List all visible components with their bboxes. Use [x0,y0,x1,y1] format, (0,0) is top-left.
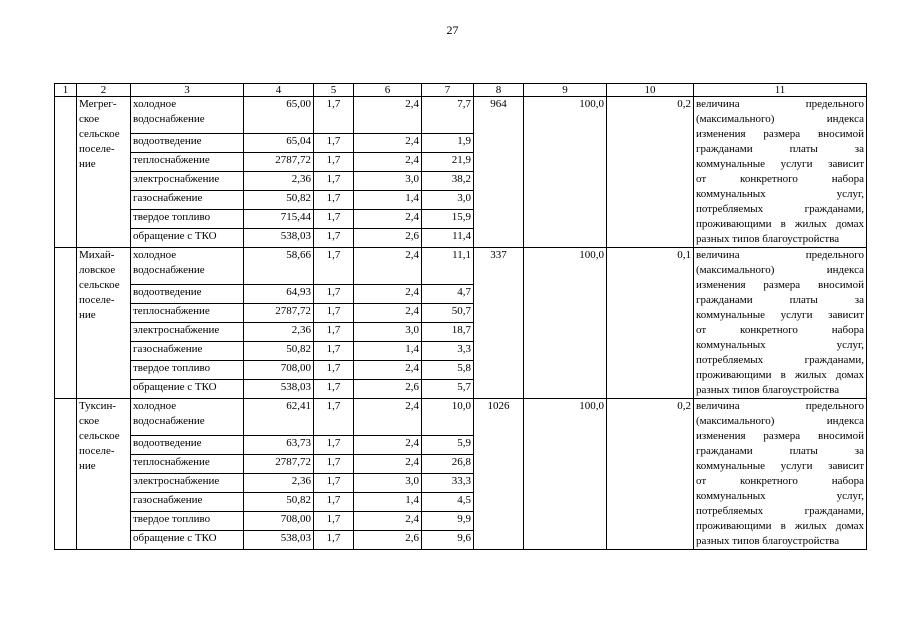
description-line: потребляемых гражданами, [696,354,864,366]
index-value-cell: 1,7 [314,511,354,530]
index-value-cell: 2,4 [354,360,422,379]
service-name-continuation: водоснабжение [133,264,205,276]
header-cell: 4 [244,84,314,97]
share-value-cell: 9,9 [422,511,474,530]
table-row [55,399,867,436]
index-value-cell: 3,0 [354,322,422,341]
index-value-cell: 3,0 [354,171,422,190]
header-cell: 6 [354,84,422,97]
index-value-cell: 1,7 [314,133,354,152]
settlement-name-cell [77,399,131,550]
index-value-cell: 2,6 [354,530,422,549]
population-cell: 337 [474,248,524,399]
header-cell: 1 [55,84,77,97]
index-value-cell: 1,7 [314,530,354,549]
index-value-cell: 1,4 [354,190,422,209]
settlement-name-cell [77,97,131,248]
settlement-name-line: сельское [79,430,120,442]
percent-cell: 100,0 [524,97,607,248]
index-value-cell: 1,7 [314,473,354,492]
description-line: проживающими в жилых домах [696,218,864,230]
index-value-cell: 2,4 [354,248,422,285]
service-cell [131,190,244,209]
share-value-cell: 5,9 [422,435,474,454]
index-value-cell: 2,4 [354,133,422,152]
header-cell: 11 [694,84,867,97]
percent-cell: 100,0 [524,399,607,550]
share-value-cell: 3,3 [422,341,474,360]
description-line: изменения размера вносимой [696,128,864,140]
index-value-cell: 1,7 [314,209,354,228]
percent-cell: 100,0 [524,248,607,399]
share-value-cell: 9,6 [422,530,474,549]
description-line: величина предельного [696,249,864,261]
share-value-cell: 11,1 [422,248,474,285]
share-value-cell: 26,8 [422,454,474,473]
header-cell: 10 [607,84,694,97]
service-cell [131,473,244,492]
settlement-name-line: Михай- [79,249,115,261]
service-cell [131,133,244,152]
share-value-cell: 33,3 [422,473,474,492]
settlement-name-line: поселе- [79,445,115,457]
settlement-name-line: ние [79,158,96,170]
service-name: газоснабжение [133,493,203,506]
description-line: от конкретного набора [696,173,864,185]
description-line: коммунальных услуг, [696,339,864,351]
service-name: твердое топливо [133,512,211,525]
tariff-value-cell: 50,82 [244,492,314,511]
service-name: холодное [133,98,177,110]
settlement-name-line: ние [79,309,96,321]
service-name: обращение с ТКО [133,229,217,242]
description-line: (максимального) индекса [696,113,864,125]
service-name: теплоснабжение [133,153,210,166]
service-cell [131,303,244,322]
index-value-cell: 1,7 [314,284,354,303]
share-value-cell: 1,9 [422,133,474,152]
description-line: разных типов благоустройства [696,233,840,245]
description-line: величина предельного [696,98,864,110]
service-name: электроснабжение [133,474,220,487]
share-value-cell: 5,7 [422,379,474,398]
settlement-name-line: Мегрег- [79,98,117,110]
column-number-row [55,84,867,97]
table-row [55,248,867,285]
tariff-value-cell: 708,00 [244,511,314,530]
description-line: проживающими в жилых домах [696,520,864,532]
settlement-name-line: ние [79,460,96,472]
description-cell [694,399,867,550]
description-line: проживающими в жилых домах [696,369,864,381]
tariff-value-cell: 65,00 [244,97,314,134]
service-name: электроснабжение [133,172,220,185]
service-cell [131,454,244,473]
share-value-cell: 5,8 [422,360,474,379]
index-value-cell: 1,7 [314,303,354,322]
tariff-value-cell: 65,04 [244,133,314,152]
tariff-value-cell: 715,44 [244,209,314,228]
index-value-cell: 2,4 [354,209,422,228]
service-cell [131,511,244,530]
index-value-cell: 1,7 [314,97,354,134]
page-number: 27 [446,23,459,37]
settlement-name-line: поселе- [79,294,115,306]
index-value-cell: 1,7 [314,190,354,209]
index-value-cell: 2,4 [354,511,422,530]
tariff-value-cell: 538,03 [244,530,314,549]
settlement-name-line: ское [79,415,100,427]
share-value-cell: 3,0 [422,190,474,209]
service-name: обращение с ТКО [133,531,217,544]
share-value-cell: 38,2 [422,171,474,190]
description-line: изменения размера вносимой [696,279,864,291]
settlement-name-line: ловское [79,264,116,276]
index-value-cell: 2,4 [354,284,422,303]
service-name: водоотведение [133,285,202,298]
tariff-value-cell: 2,36 [244,473,314,492]
share-value-cell: 21,9 [422,152,474,171]
header-cell: 9 [524,84,607,97]
description-line: гражданами платы за [696,143,864,155]
service-name-continuation: водоснабжение [133,113,205,125]
description-line: (максимального) индекса [696,415,864,427]
service-cell [131,530,244,549]
service-cell [131,209,244,228]
tariff-value-cell: 538,03 [244,228,314,247]
service-name: твердое топливо [133,210,211,223]
description-line: гражданами платы за [696,294,864,306]
description-line: от конкретного набора [696,475,864,487]
service-cell [131,360,244,379]
service-cell [131,171,244,190]
service-cell [131,379,244,398]
index-value-cell: 2,4 [354,97,422,134]
tariff-value-cell: 63,73 [244,435,314,454]
index-value-cell: 2,4 [354,152,422,171]
description-cell [694,97,867,248]
index-value-cell: 2,4 [354,435,422,454]
index-value-cell: 1,7 [314,360,354,379]
row-index-cell [55,399,77,550]
index-value-cell: 1,7 [314,435,354,454]
settlement-name-line: Туксин- [79,400,117,412]
description-line: потребляемых гражданами, [696,203,864,215]
share-value-cell: 15,9 [422,209,474,228]
share-value-cell: 4,7 [422,284,474,303]
index-value-cell: 1,7 [314,492,354,511]
service-cell [131,248,244,285]
tariff-table [54,83,867,550]
description-line: разных типов благоустройства [696,384,840,396]
description-line: коммунальных услуг, [696,188,864,200]
tariff-value-cell: 2787,72 [244,152,314,171]
description-line: потребляемых гражданами, [696,505,864,517]
service-name-continuation: водоснабжение [133,415,205,427]
settlement-name-line: ское [79,113,100,125]
settlement-name-line: сельское [79,128,120,140]
index-value-cell: 1,7 [314,152,354,171]
service-cell [131,322,244,341]
settlement-name-line: поселе- [79,143,115,155]
service-cell [131,284,244,303]
share-value-cell: 7,7 [422,97,474,134]
service-name: холодное [133,249,177,261]
description-line: коммунальные услуги зависит [696,460,864,472]
service-cell [131,152,244,171]
service-cell [131,399,244,436]
service-cell [131,97,244,134]
description-line: гражданами платы за [696,445,864,457]
share-value-cell: 18,7 [422,322,474,341]
settlement-name-cell [77,248,131,399]
index-value-cell: 1,7 [314,322,354,341]
tariff-value-cell: 50,82 [244,341,314,360]
index-value-cell: 2,6 [354,228,422,247]
index-value-cell: 1,7 [314,228,354,247]
row-index-cell [55,97,77,248]
header-cell: 3 [131,84,244,97]
service-cell [131,492,244,511]
header-cell: 8 [474,84,524,97]
tariff-value-cell: 50,82 [244,190,314,209]
header-cell: 2 [77,84,131,97]
header-cell: 5 [314,84,354,97]
service-cell [131,228,244,247]
tariff-value-cell: 64,93 [244,284,314,303]
row-index-cell [55,248,77,399]
index-value-cell: 1,4 [354,341,422,360]
service-name: твердое топливо [133,361,211,374]
tariff-value-cell: 62,41 [244,399,314,436]
fraction-cell: 0,2 [607,97,694,248]
description-line: изменения размера вносимой [696,430,864,442]
service-name: теплоснабжение [133,304,210,317]
index-value-cell: 1,7 [314,341,354,360]
fraction-cell: 0,1 [607,248,694,399]
tariff-value-cell: 708,00 [244,360,314,379]
index-value-cell: 2,4 [354,454,422,473]
description-line: (максимального) индекса [696,264,864,276]
description-cell [694,248,867,399]
header-cell: 7 [422,84,474,97]
service-name: водоотведение [133,436,202,449]
description-line: величина предельного [696,400,864,412]
description-line: от конкретного набора [696,324,864,336]
share-value-cell: 11,4 [422,228,474,247]
index-value-cell: 1,7 [314,248,354,285]
index-value-cell: 1,7 [314,379,354,398]
index-value-cell: 1,4 [354,492,422,511]
table-row [55,97,867,134]
settlement-name-line: сельское [79,279,120,291]
fraction-cell: 0,2 [607,399,694,550]
description-line: коммунальные услуги зависит [696,158,864,170]
tariff-value-cell: 2787,72 [244,454,314,473]
description-line: коммунальных услуг, [696,490,864,502]
tariff-value-cell: 2,36 [244,322,314,341]
tariff-value-cell: 2787,72 [244,303,314,322]
tariff-value-cell: 2,36 [244,171,314,190]
service-cell [131,435,244,454]
service-name: электроснабжение [133,323,220,336]
tariff-value-cell: 538,03 [244,379,314,398]
service-name: газоснабжение [133,342,203,355]
service-name: холодное [133,400,177,412]
index-value-cell: 1,7 [314,399,354,436]
service-name: обращение с ТКО [133,380,217,393]
index-value-cell: 3,0 [354,473,422,492]
index-value-cell: 1,7 [314,454,354,473]
index-value-cell: 2,6 [354,379,422,398]
service-name: водоотведение [133,134,202,147]
share-value-cell: 50,7 [422,303,474,322]
index-value-cell: 2,4 [354,399,422,436]
service-cell [131,341,244,360]
index-value-cell: 2,4 [354,303,422,322]
share-value-cell: 10,0 [422,399,474,436]
service-name: теплоснабжение [133,455,210,468]
service-name: газоснабжение [133,191,203,204]
description-line: разных типов благоустройства [696,535,840,547]
tariff-value-cell: 58,66 [244,248,314,285]
index-value-cell: 1,7 [314,171,354,190]
share-value-cell: 4,5 [422,492,474,511]
description-line: коммунальные услуги зависит [696,309,864,321]
population-cell: 964 [474,97,524,248]
population-cell: 1026 [474,399,524,550]
